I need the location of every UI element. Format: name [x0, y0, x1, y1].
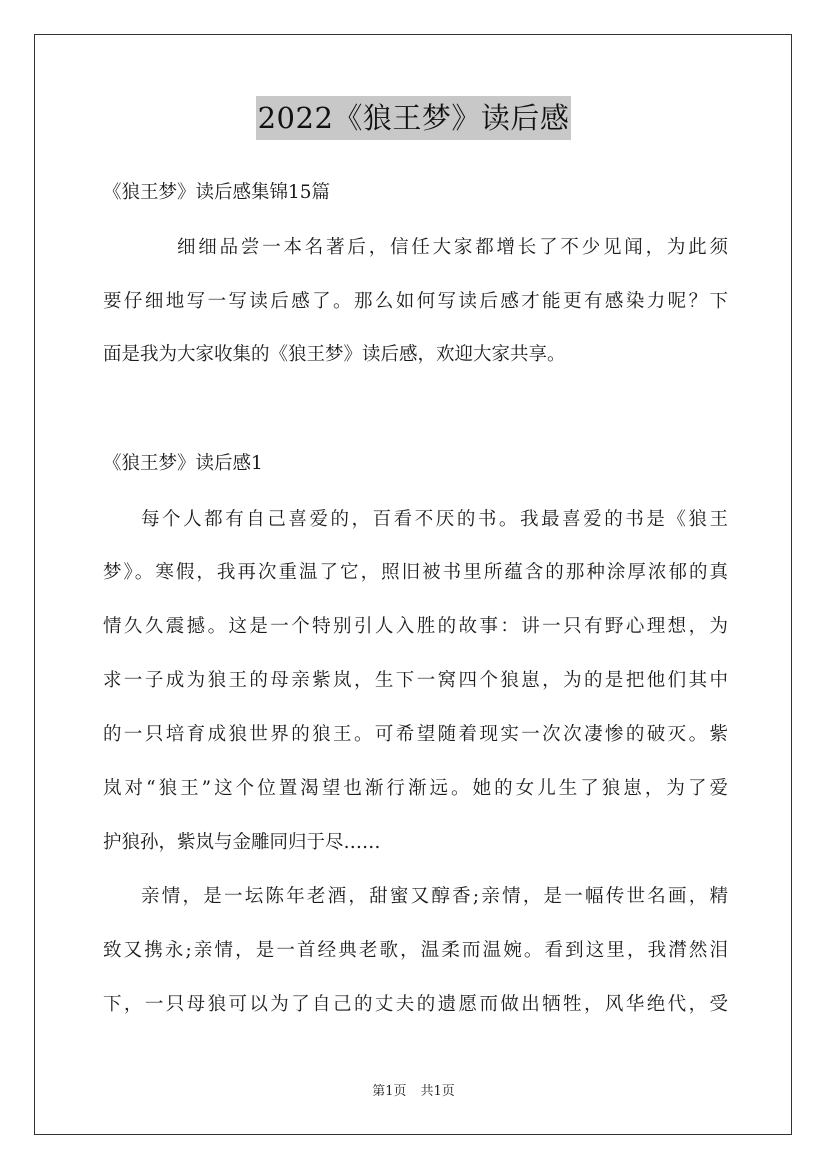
title-container: [0, 96, 827, 140]
paragraph1-line-2: 梦》。寒假，我再次重温了它，照旧被书里所蕴含的那种涂厚浓郁的真: [103, 562, 728, 583]
paragraph2-line-1: 亲情，是一坛陈年老酒，甜蜜又醇香;亲情，是一幅传世名画，精: [141, 886, 728, 907]
paragraph2-line-2: 致又携永;亲情，是一首经典老歌，温柔而温婉。看到这里，我潸然泪: [103, 940, 728, 961]
section-heading: 《狼王梦》读后感1: [103, 453, 263, 474]
document-subtitle: 《狼王梦》读后感集锦15篇: [103, 182, 331, 203]
page-number: 第1页: [372, 1084, 407, 1099]
page-footer: [0, 1083, 827, 1101]
paragraph1-line-4: 求一子成为狼王的母亲紫岚，生下一窝四个狼崽，为的是把他们其中: [103, 670, 728, 691]
document-title: 2022《狼王梦》读后感: [256, 96, 572, 140]
paragraph1-line-1: 每个人都有自己喜爱的，百看不厌的书。我最喜爱的书是《狼王: [141, 509, 728, 530]
intro-line-1: 细细品尝一本名著后，信任大家都增长了不少见闻，为此须: [177, 237, 728, 258]
paragraph2-line-3: 下，一只母狼可以为了自己的丈夫的遗愿而做出牺牲，风华绝代，受: [103, 994, 728, 1015]
intro-line-2: 要仔细地写一写读后感了。那么如何写读后感才能更有感染力呢？下: [103, 291, 728, 312]
paragraph1-line-7: 护狼孙，紫岚与金雕同归于尽……: [103, 832, 381, 853]
paragraph1-line-3: 情久久震撼。这是一个特别引人入胜的故事：讲一只有野心理想，为: [103, 616, 728, 637]
paragraph1-line-6: 岚对“狼王”这个位置渴望也渐行渐远。她的女儿生了狼崽，为了爱: [103, 778, 728, 799]
intro-line-3: 面是我为大家收集的《狼王梦》读后感，欢迎大家共享。: [103, 344, 566, 365]
page-total: 共1页: [420, 1084, 455, 1099]
paragraph1-line-5: 的一只培育成狼世界的狼王。可希望随着现实一次次凄惨的破灭。紫: [103, 724, 728, 745]
